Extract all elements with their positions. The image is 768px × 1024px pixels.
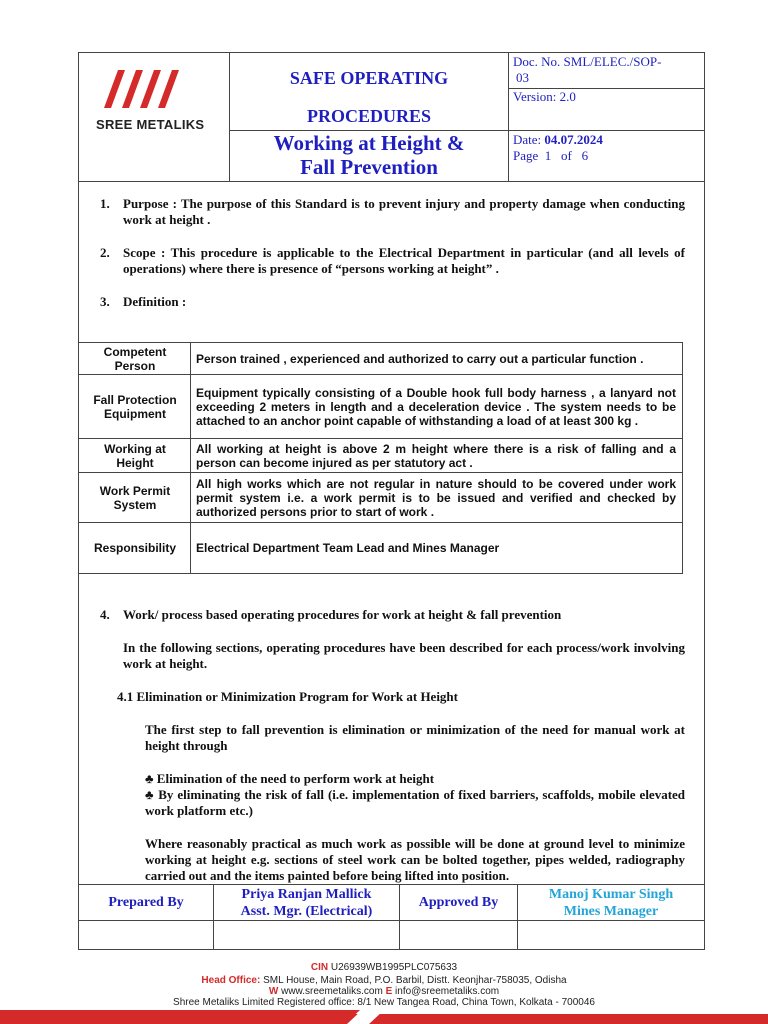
purpose-number: 1. [100, 196, 110, 211]
purpose-text: Purpose : The purpose of this Standard is to prevent injury and property damage when conducting work at height . [123, 196, 685, 227]
document-subtitle-line2: Fall Prevention [300, 154, 438, 179]
bullet-text: Elimination of the need to perform work at height [156, 771, 435, 786]
footer-head-office [0, 975, 768, 986]
date-value: 04.07.2024 [544, 132, 603, 147]
doc-number-line2: 03 [516, 70, 529, 85]
club-icon: ♣ [145, 787, 155, 802]
body-frame-right [704, 181, 705, 949]
cin-value: U26939WB1995PLC075633 [330, 962, 458, 973]
cin-label: CIN [310, 962, 331, 973]
bullet-item [145, 787, 685, 819]
body-frame-left [78, 181, 79, 949]
definition-description: Equipment typically consisting of a Double hook full body harness , a lanyard not exceeding 2 meters in length and a deceleration device . The system needs to be attached to an anchor point capable of withstanding a load of at least 300 kg . [196, 385, 676, 428]
footer-contact [0, 986, 768, 997]
definition-description: All high works which are not regular in nature should to be covered under work permit system i.e. a work permit is to be issued and verified and checked by authorized persons prior to start of work . [196, 476, 676, 519]
document-title-line2: PROCEDURES [306, 105, 431, 126]
work-number: 4. [100, 607, 110, 622]
email-label: E [385, 986, 396, 997]
date-label: Date: [513, 132, 545, 147]
definition-term: Fall Protection Equipment [93, 392, 177, 421]
definition-description: All working at height is above 2 m height where there is a risk of falling and a person can become injured as per statutory act . [196, 441, 676, 470]
club-icon: ♣ [145, 771, 154, 786]
web-value: www.sreemetaliks.com [281, 986, 386, 997]
footer-band [0, 1010, 768, 1024]
document-date [513, 132, 603, 148]
web-label: W [268, 986, 282, 997]
prepared-by-name: Priya Ranjan Mallick [241, 887, 372, 902]
scope-text: Scope : This procedure is applicable to the Electrical Department in particular (and all levels of operations) where there is presence of “persons working at height” . [123, 245, 685, 276]
logo-stripes-icon [96, 66, 196, 110]
prepared-by-role: Asst. Mgr. (Electrical) [240, 904, 373, 919]
scope-number: 2. [100, 245, 110, 260]
approved-by-role: Mines Manager [563, 904, 659, 919]
bullet-text: By eliminating the risk of fall (i.e. implementation of fixed barriers, scaffolds, mobile elevated work platform etc.) [145, 787, 686, 818]
subsection-heading: 4.1 Elimination or Minimization Program for Work at Height [117, 689, 458, 704]
practical-text: Where reasonably practical as much work as possible will be done at ground level to minimize working at height e.g. sections of steel work can be bolted together, pipes welded, radiography carried out and the items painted before being lifted into position. [145, 836, 685, 883]
work-intro: In the following sections, operating procedures have been described for each process/work involving work at height. [123, 640, 685, 671]
version: Version: 2.0 [513, 89, 576, 104]
footer-band-shape [0, 1010, 768, 1024]
definition-term: Competent Person [103, 344, 167, 373]
logo-text: SREE METALIKS [96, 117, 205, 132]
definition-term: Responsibility [93, 541, 176, 555]
document-subtitle-line1: Working at Height & [273, 130, 465, 155]
footer-cin [0, 962, 768, 973]
definition-description: Electrical Department Team Lead and Mines Manager [196, 541, 500, 555]
work-heading: Work/ process based operating procedures for work at height & fall prevention [123, 607, 562, 622]
approved-by-label: Approved By [418, 894, 499, 910]
page-number: Page 1 of 6 [513, 148, 589, 163]
bullet-item [145, 771, 685, 787]
definition-term: Work Permit System [99, 483, 171, 512]
first-step-text: The first step to fall prevention is elimination or minimization of the need for manual work at height through [145, 722, 685, 753]
head-office-value: SML House, Main Road, P.O. Barbil, Distt. Keonjhar-758035, Odisha [263, 975, 567, 986]
prepared-by-label: Prepared By [108, 894, 184, 910]
definition-term: Working at Height [104, 441, 166, 470]
company-logo [96, 66, 205, 132]
definition-number: 3. [100, 294, 110, 309]
document-title-line1: SAFE OPERATING [289, 67, 449, 88]
footer-registered-office: Shree Metaliks Limited Registered office: 8/1 New Tangea Road, China Town, Kolkata - 700046 [173, 997, 595, 1008]
email-value: info@sreemetaliks.com [395, 986, 500, 997]
definition-heading: Definition : [123, 294, 187, 309]
doc-number-line1: Doc. No. SML/ELEC./SOP- [513, 54, 662, 69]
approved-by-name: Manoj Kumar Singh [548, 887, 674, 902]
definition-description: Person trained , experienced and authorized to carry out a particular function . [196, 351, 644, 366]
head-office-label: Head Office: [201, 975, 264, 986]
